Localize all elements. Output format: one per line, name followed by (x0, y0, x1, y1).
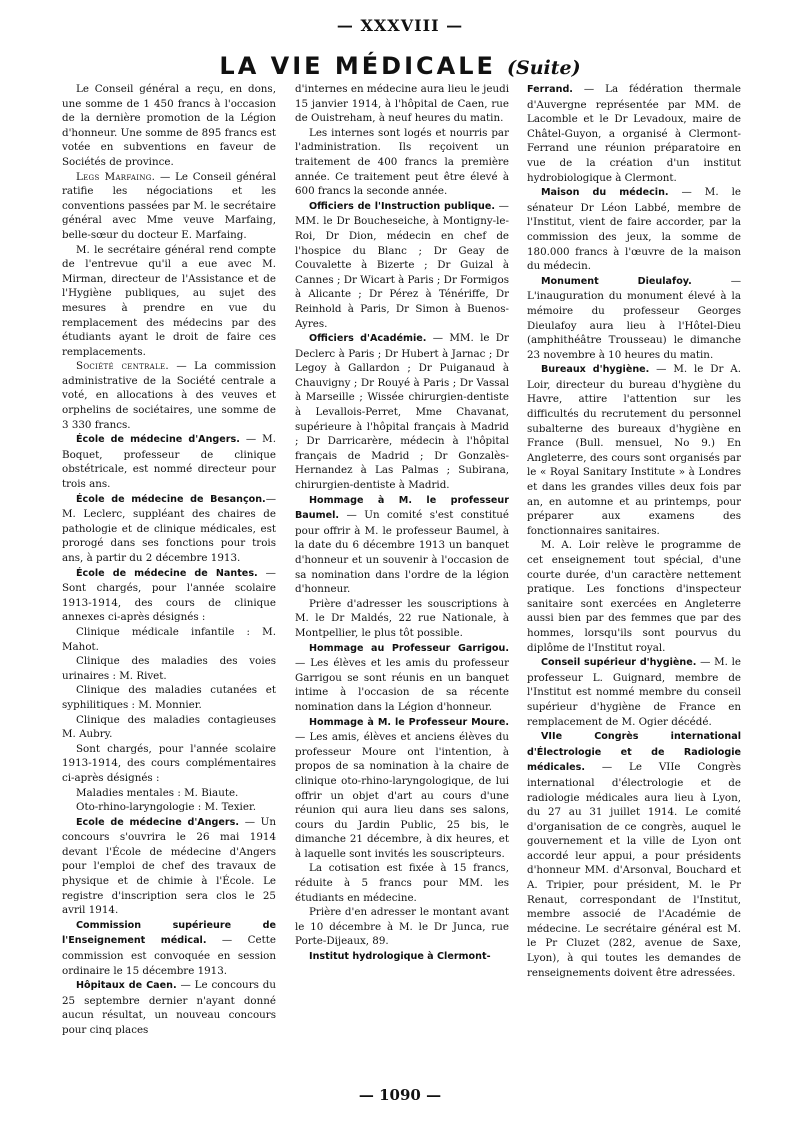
paragraph (62, 432, 276, 491)
item-text: — M. Boquet, professeur de clinique obstétricale, est nommé directeur pour trois ans. (62, 433, 276, 491)
paragraph (62, 359, 276, 432)
paragraph: Clinique des maladies des voies urinaires : M. Rivet. (62, 655, 276, 682)
paragraph (527, 185, 741, 274)
item-text: — M. le Dr A. Loir, directeur du bureau d'hygiène du Havre, attire l'attention sur les difficultés du recrutement du personnel subalterne des bureaux d'hygiène en France (Bull. mensuel, No 9.) En Angleterre, des cours sont organisés par le « Royal Sanitary Institute » à Londres et dans les grandes villes deux fois par an, en automne et au printemps, pour préparer aux examens des fonctionnaires sanitaires. (527, 363, 741, 537)
folio: — XXXVIII — (336, 16, 464, 35)
item-heading: École de médecine de Besançon. (76, 493, 266, 505)
paragraph: La cotisation est fixée à 15 francs, réduite à 5 francs pour MM. les étudiants en médecine. (295, 862, 509, 904)
item-text: — M. le professeur L. Guignard, membre de l'Institut est nommé membre du conseil supérieur d'hygiène de France en remplacement de M. Ogier décédé. (527, 656, 741, 728)
item-text: — Le VIIe Congrès international d'électrologie et de radiologie médicales aura lieu à Lyon, du 27 au 31 juillet 1914. Le comité d'organisation de ce congrès, auquel le gouvernement et la ville de Lyon ont accordé leur appui, a pour présidents d'honneur MM. d'Arsonval, Bouchard et A. Tripier, pour président, M. le Pr Renaut, correspondant de l'Institut, membre associé de l'Académie de médecine. Le secrétaire général est M. le Pr Cluzet (282, avenue de Saxe, Lyon), à qui toutes les demandes de renseignements doivent être adressées. (527, 761, 741, 979)
item-text: — Un comité s'est constitué pour offrir à M. le professeur Baumel, à la date du 6 décembre 1913 un banquet d'honneur et un souvenir à l'occasion de sa nomination dans l'ordre de la légion d'honneur. (295, 509, 509, 596)
item-text: — Cette commission est convoquée en session ordinaire le 15 décembre 1913. (62, 934, 276, 977)
item-heading: Conseil supérieur d'hygiène. (541, 657, 697, 669)
paragraph: d'internes en médecine aura lieu le jeudi 15 janvier 1914, à l'hôpital de Caen, rue de Ouistreham, à neuf heures du matin. (295, 83, 509, 125)
item-heading: École de médecine d'Angers. (76, 434, 240, 446)
item-heading: Institut hydrologique à Clermont- (309, 951, 491, 963)
paragraph (62, 566, 276, 625)
item-text: — La fédération thermale d'Auvergne représentée par MM. de Lacomble et le Dr Levadoux, maire de Châtel-Guyon, a organisé à Clermont-Ferrand une réunion préparatoire en vue de la création d'un institut hydrobiologique à Clermont. (527, 83, 741, 184)
paragraph: Oto-rhino-laryngologie : M. Texier. (76, 801, 257, 814)
item-heading: Ferrand. (527, 84, 573, 95)
item-heading: Maison du médecin. (541, 187, 669, 199)
item-text: — Le concours du 25 septembre dernier n'ayant donné aucun résultat, un nouveau concours pour cinq places (62, 979, 276, 1036)
paragraph (62, 918, 276, 978)
item-heading: Ecole de médecine d'Angers. (76, 816, 239, 828)
item-text: — Un concours s'ouvrira le 26 mai 1914 devant l'École de médecine d'Angers pour l'emploi de chef des travaux de physique et de chimie à l'École. Le registre d'inscription sera clos le 25 avril 1914. (62, 815, 276, 917)
paragraph (295, 493, 509, 597)
paragraph: Sont chargés, pour l'année scolaire 1913-1914, des cours complémentaires ci-après désignés : (62, 742, 276, 784)
section-suite: (Suite) (506, 57, 581, 79)
item-heading: Hommage à M. le Professeur Moure. (309, 716, 509, 728)
item-text: — Les amis, élèves et anciens élèves du professeur Moure ont l'intention, à propos de sa nomination à la chaire de clinique oto-rhino-laryngologique, de lui offrir un objet d'art au cours d'une réunion qui aura lieu dans ses salons, cours du Jardin Public, 25 bis, le dimanche 21 décembre, à dix heures, et à laquelle sont invités les souscripteurs. (295, 731, 509, 860)
item-text: — L'inauguration du monument élevé à la mémoire du professeur Georges Dieulafoy aura lieu à l'Hôtel-Dieu (amphithéâtre Trousseau) le dimanche 23 novembre à 10 heures du matin. (527, 274, 741, 361)
paragraph (527, 729, 741, 980)
paragraph: Clinique médicale infantile : M. Mahot. (62, 625, 276, 653)
item-text: — Sont chargés, pour l'année scolaire 1913-1914, des cours de clinique annexes ci-après désignés : (62, 566, 276, 624)
page-header (0, 52, 800, 80)
paragraph (527, 655, 741, 729)
paragraph (527, 82, 741, 185)
item-heading: Hommage au Professeur Garrigou. (309, 642, 509, 654)
paragraph (62, 170, 276, 243)
item-heading: Bureaux d'hygiène. (541, 364, 650, 376)
paragraph (295, 331, 509, 493)
item-text: — Le Conseil général ratifie les négociations et les conventions passées par M. le secrétaire général avec Mme veuve Marfaing, belle-sœur du docteur E. Marfaing. (62, 170, 276, 241)
page-number: — 1090 — (358, 1086, 442, 1104)
paragraph (62, 815, 276, 918)
item-heading: Hommage à M. le professeur Baumel. (295, 494, 509, 522)
paragraph: M. le secrétaire général rend compte de l'entrevue qu'il a eue avec M. Mirman, directeur de l'Assistance et de l'Hygiène publiques, au sujet des mesures à prendre en vue du remplacement des médecins par des étudiants ayant le droit de faire ces remplacements. (62, 243, 276, 358)
item-heading: VIIe Congrès international d'Électrologie et de Radiologie médicales. (527, 731, 741, 774)
column-2 (295, 82, 509, 1082)
item-text: — M. Leclerc, suppléant des chaires de pathologie et de clinique médicales, est prorogé dans ses fonctions pour trois ans, à partir du 2 décembre 1913. (62, 492, 276, 564)
paragraph (295, 641, 509, 715)
item-heading: Société centrale. (76, 360, 169, 373)
paragraph: Clinique des maladies contagieuses M. Aubry. (62, 713, 276, 741)
paragraph (295, 199, 509, 331)
paragraph (527, 362, 741, 538)
item-heading: Commission supérieure de l'Enseignement médical. (62, 919, 276, 947)
paragraph: Maladies mentales : M. Biaute. (76, 786, 239, 799)
item-heading: École de médecine de Nantes. (76, 567, 258, 579)
item-text: — M. le sénateur Dr Léon Labbé, membre de l'Institut, vient de faire accorder, par la commission des jeux, la somme de 180.000 francs à l'œuvre de la maison du médecin. (527, 186, 741, 273)
column-3 (527, 82, 741, 1082)
item-heading: Officiers d'Académie. (309, 333, 427, 345)
paragraph (62, 492, 276, 566)
paragraph: Prière d'en adresser le montant avant le 10 décembre à M. le Dr Junca, rue Porte-Dijeaux, 89. (295, 906, 509, 948)
section-title: LA VIE MÉDICALE (219, 52, 496, 80)
item-text: — La commission administrative de la Société centrale a voté, en allocations à des veuves et orphelins de sociétaires, une somme de 3 330 francs. (62, 360, 276, 431)
column-1 (62, 82, 276, 1082)
item-heading: Hôpitaux de Caen. (76, 980, 177, 992)
item-text: — MM. le Dr Boucheseiche, à Montigny-le-Roi, Dr Dion, médecin en chef de l'hospice du Blanc ; Dr Geay de Couvalette à Bizerte ; Dr Guizal à Cannes ; Dr Wicart à Paris ; Dr Formigos à Alicante ; Dr Pérez à Ténériffe, Dr Reinhold à Paris, Dr Simon à Buenos-Ayres. (295, 199, 509, 330)
paragraph: Le Conseil général a reçu, en dons, une somme de 1 450 francs à l'occasion de la dernière promotion de la Légion d'honneur. Une somme de 895 francs est votée en subventions en faveur de Sociétés de province. (62, 83, 276, 168)
paragraph: Prière d'adresser les souscriptions à M. le Dr Maldés, 22 rue Nationale, à Montpellier, le plus tôt possible. (295, 597, 509, 639)
paragraph (62, 978, 276, 1037)
paragraph: Les internes sont logés et nourris par l'administration. Ils reçoivent un traitement de 400 francs la première année. Ce traitement peut être élevé à 600 francs la seconde année. (295, 126, 509, 198)
paragraph (295, 949, 509, 965)
item-heading: Legs Marfaing. (76, 170, 156, 183)
paragraph (527, 274, 741, 363)
item-text: — MM. le Dr Declerc à Paris ; Dr Hubert à Jarnac ; Dr Legoy à Gallardon ; Dr Puiganaud à Chauvigny ; Dr Rouyé à Paris ; Dr Vassal à Marseille ; Wissée chirurgien-dentiste à Levallois-Perret, Mme Chavanat, supérieure à l'hôpital français à Madrid ; Dr Darricarère, médecin à l'hôpital français de Madrid ; Dr Gonzalès-Hernandez à Las Palmas ; Subirana, chirurgien-dentiste à Madrid. (295, 332, 509, 492)
paragraph: M. A. Loir relève le programme de cet enseignement tout spécial, d'une courte durée, d'un caractère nettement pratique. Les fonctions d'inspecteur sanitaire sont exercées en Angleterre aussi bien par des femmes que par des hommes, lorsqu'ils sont pourvus du diplôme de l'Institut royal. (527, 539, 741, 654)
paragraph: Clinique des maladies cutanées et syphilitiques : M. Monnier. (62, 684, 276, 711)
item-heading: Monument Dieulafoy. (541, 275, 692, 287)
paragraph (295, 715, 509, 862)
item-heading: Officiers de l'Instruction publique. (309, 200, 495, 212)
item-text: — Les élèves et les amis du professeur Garrigou se sont réunis en un banquet intime à l'occasion de sa récente nomination dans la Légion d'honneur. (295, 657, 509, 713)
